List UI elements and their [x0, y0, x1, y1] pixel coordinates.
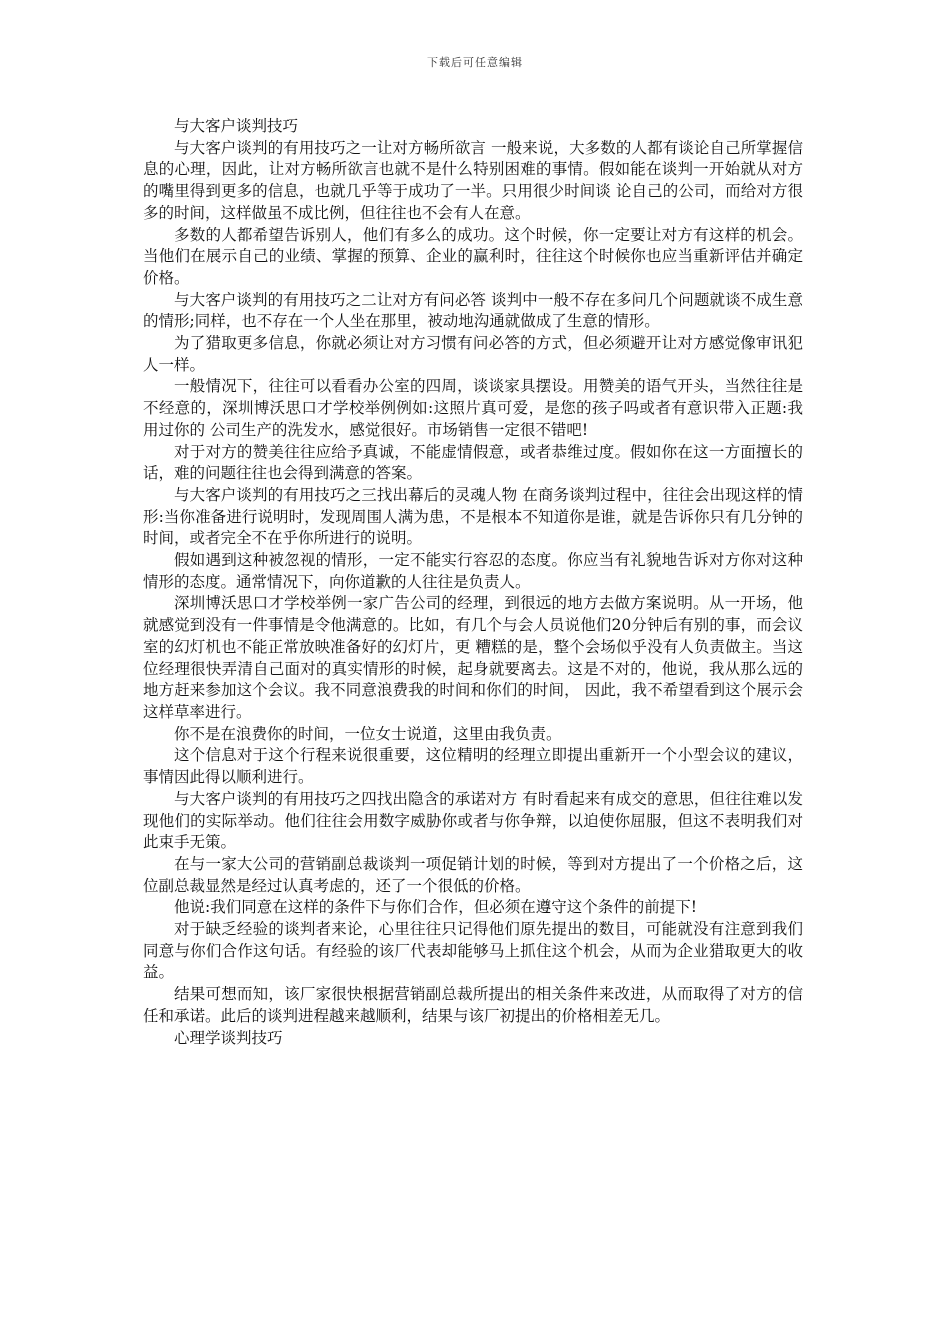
- paragraph: 在与一家大公司的营销副总裁谈判一项促销计划的时候，等到对方提出了一个价格之后，这位副总裁显然是经过认真考虑的，还了一个很低的价格。: [143, 854, 803, 895]
- paragraph: 他说:我们同意在这样的条件下与你们合作，但必须在遵守这个条件的前提下!: [174, 898, 697, 917]
- paragraph: 与大客户谈判的有用技巧之三找出幕后的灵魂人物 在商务谈判过程中，往往会出现这样的情形:当你准备进行说明时，发现周围人满为患，不是根本不知道你是谁，就是告诉你只有几分钟的时间，或者完全不在乎你所进行的说明。: [143, 485, 803, 548]
- paragraph: 对于缺乏经验的谈判者来论，心里往往只记得他们原先提出的数目，可能就没有注意到我们同意与你们合作这句话。有经验的该厂代表却能够马上抓住这个机会，从而为企业猎取更大的收益。: [143, 920, 803, 982]
- paragraph: 假如遇到这种被忽视的情形，一定不能实行容忍的态度。你应当有礼貌地告诉对方你对这种情形的态度。通常情况下，向你道歉的人往往是负责人。: [143, 551, 803, 591]
- paragraph: 与大客户谈判的有用技巧之一让对方畅所欲言 一般来说，大多数的人都有谈论自己所掌握信息的心理，因此，让对方畅所欲言也就不是什么特别困难的事情。假如能在谈判一开始就从对方的嘴里得到更多的信息，也就几乎等于成功了一半。只用很少时间谈 论自己的公司，而给对方很多的时间，这样做虽不成比例，但往往也不会有人在意。: [143, 138, 803, 222]
- paragraph: 这个信息对于这个行程来说很重要，这位精明的经理立即提出重新开一个小型会议的建议，事情因此得以顺利进行。: [143, 746, 803, 787]
- paragraph: 多数的人都希望告诉别人，他们有多么的成功。这个时候，你一定要让对方有这样的机会。当他们在展示自己的业绩、掌握的预算、企业的赢利时，往往这个时候你也应当重新评估并确定价格。: [143, 225, 803, 287]
- paragraph: 你不是在浪费你的时间，一位女士说道，这里由我负责。: [174, 724, 562, 743]
- section-heading: 心理学谈判技巧: [174, 1028, 283, 1047]
- document-title: 与大客户谈判技巧: [174, 117, 299, 135]
- paragraph: 深圳博沃思口才学校举例一家广告公司的经理，到很远的地方去做方案说明。从一开场，他就感觉到没有一件事情是令他满意的。比如，有几个与会人员说他们20分钟后有别的事，而会议室的幻灯机也不能正常放映准备好的幻灯片，更 糟糕的是，整个会场似乎没有人负责做主。当这位经理很快弄清自己面对的真实情形的时候，起身就要离去。这是不对的，他说，我从那么远的地方赶来参加这个会议。我不同意浪费我的时间和你们的时间， 因此，我不希望看到这个展示会这样草率进行。: [143, 594, 803, 721]
- page-header: 下载后可任意编辑: [427, 56, 523, 69]
- paragraph: 对于对方的赞美往往应给予真诚，不能虚情假意，或者恭维过度。假如你在这一方面擅长的话，难的问题往往也会得到满意的答案。: [143, 442, 803, 483]
- paragraph: 与大客户谈判的有用技巧之四找出隐含的承诺对方 有时看起来有成交的意思，但往往难以发现他们的实际举动。他们往往会用数字威胁你或者与你争辩，以迫使你屈服，但这不表明我们对此束手无策。: [143, 789, 803, 852]
- paragraph: 为了猎取更多信息，你就必须让对方习惯有问必答的方式，但必须避开让对方感觉像审讯犯人一样。: [143, 334, 803, 374]
- document-body: [143, 116, 803, 1049]
- paragraph: 结果可想而知，该厂家很快根据营销副总裁所提出的相关条件来改进，从而取得了对方的信任和承诺。此后的谈判进程越来越顺利，结果与该厂初提出的价格相差无几。: [143, 985, 803, 1025]
- paragraph: 一般情况下，往往可以看看办公室的四周，谈谈家具摆设。用赞美的语气开头，当然往往是不经意的，深圳博沃思口才学校举例例如:这照片真可爱，是您的孩子吗或者有意识带入正题:我用过你的 公司生产的洗发水，感觉很好。市场销售一定很不错吧!: [143, 377, 803, 439]
- paragraph: 与大客户谈判的有用技巧之二让对方有问必答 谈判中一般不存在多问几个问题就谈不成生意的情形;同样，也不存在一个人坐在那里，被动地沟通就做成了生意的情形。: [143, 290, 803, 331]
